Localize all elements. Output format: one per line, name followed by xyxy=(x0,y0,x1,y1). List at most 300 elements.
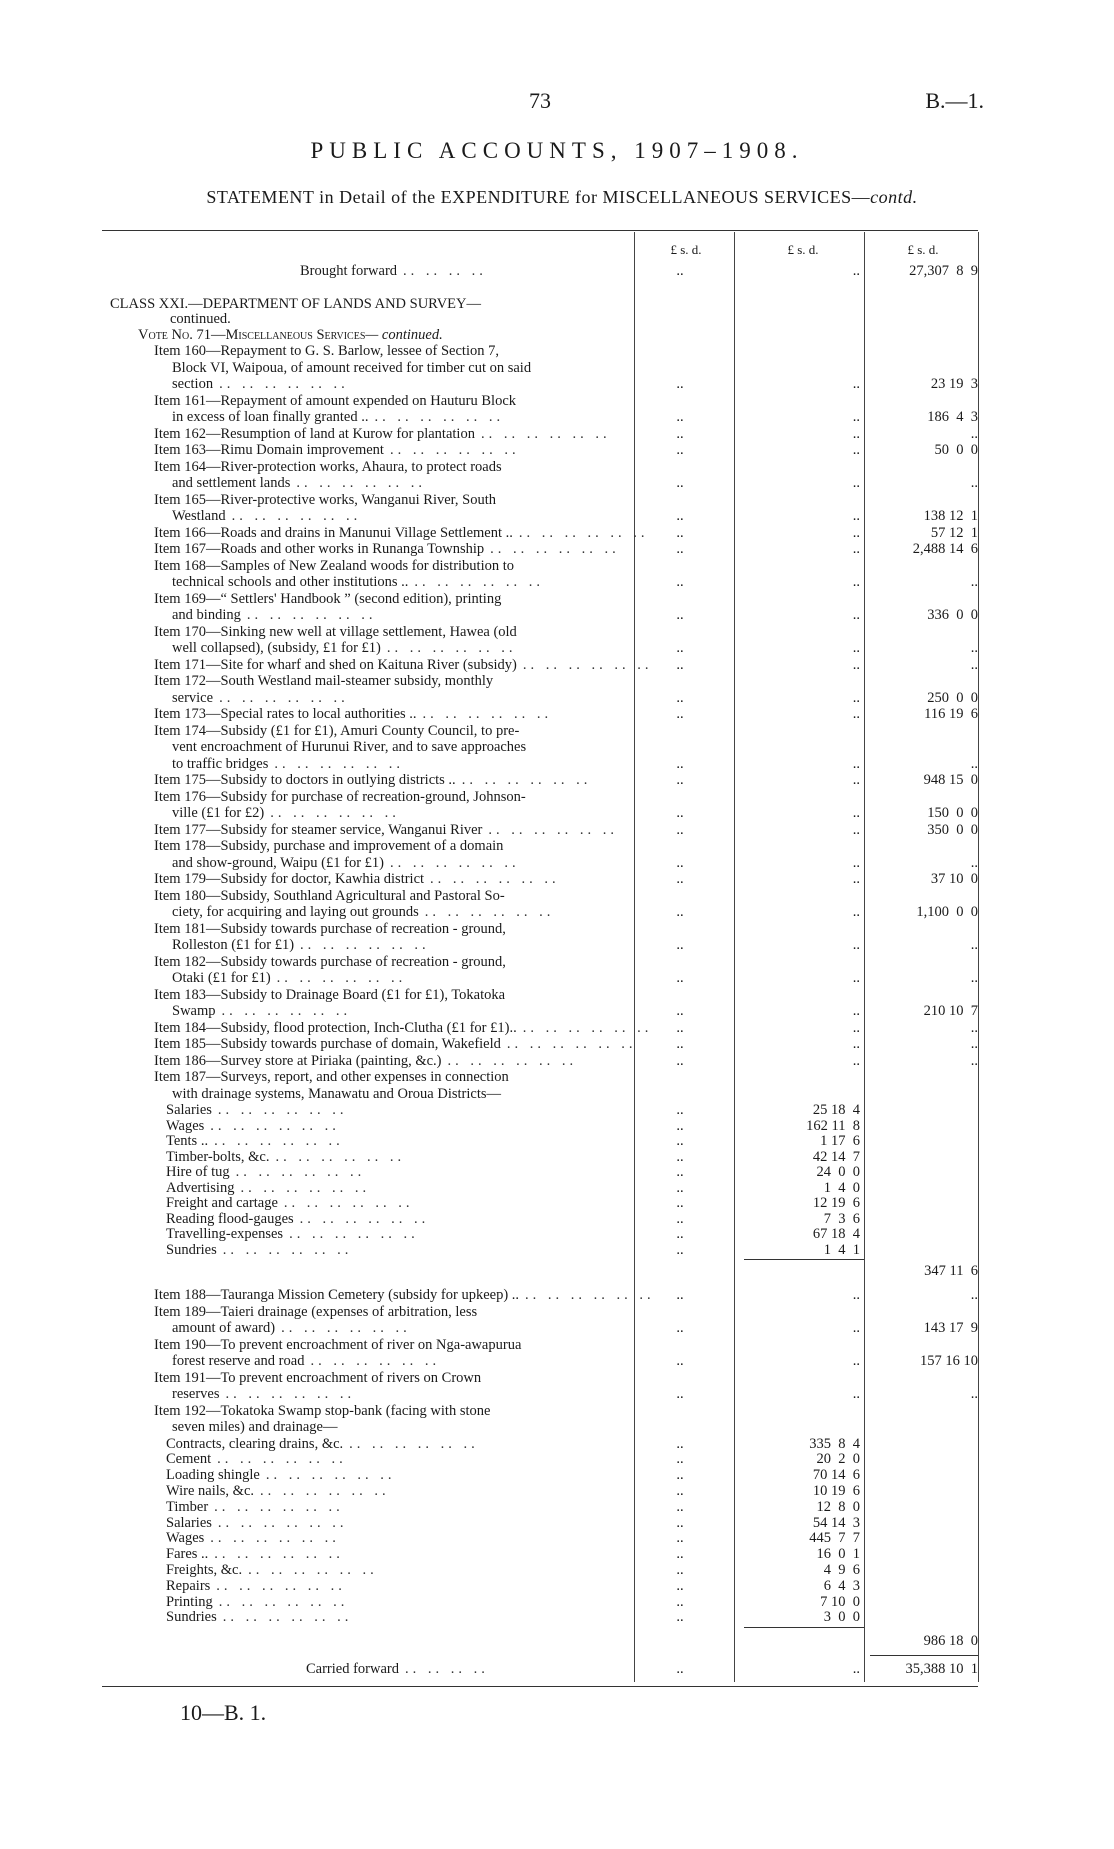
item187-detail-3-col2: 42 14 7 xyxy=(812,1148,860,1165)
item-18-line xyxy=(154,838,630,855)
leader-dots: .. .. .. .. .. .. xyxy=(217,1102,348,1118)
item-19-col1: .. xyxy=(676,871,684,887)
item-22-col2: .. xyxy=(852,970,860,986)
brought-forward-col1: .. xyxy=(676,263,684,279)
item187-detail-label: Sundries xyxy=(166,1241,217,1258)
item192-detail xyxy=(166,1562,630,1579)
item-0-col3: 23 19 3 xyxy=(930,376,978,392)
item187-detail-9-col1: .. xyxy=(676,1241,684,1258)
item-23-text: Item 183—Subsidy to Drainage Board (£1 for £1), Tokatoka xyxy=(154,986,506,1003)
item-b-3-line xyxy=(172,1386,630,1403)
item-11-col3: .. xyxy=(970,656,978,673)
item-b-0-col3: .. xyxy=(970,1287,978,1303)
item-b-2-col1: .. xyxy=(676,1353,684,1369)
item187-detail-label: Travelling-expenses xyxy=(166,1226,284,1242)
item-0-col2: .. xyxy=(852,376,860,392)
item192-detail-6-col2: 445 7 7 xyxy=(809,1530,860,1547)
item-15-col3: 948 15 0 xyxy=(923,772,978,788)
vote-prefix: Vote No. 71— xyxy=(138,327,226,343)
item-8-text: technical schools and other institutions .. xyxy=(172,574,409,590)
item-b-1-line xyxy=(172,1320,630,1337)
leader-dots: .. .. .. .. .. .. xyxy=(225,1386,356,1402)
item192-line: Item 192—Tokatoka Swamp stop-bank (facing with stone xyxy=(154,1402,491,1419)
item187-detail xyxy=(166,1242,630,1259)
leader-dots: .. .. .. .. .. .. xyxy=(260,1482,390,1499)
item-23-col3: 210 10 7 xyxy=(923,1003,978,1019)
item-14-col2: .. xyxy=(852,755,860,772)
item-5-line xyxy=(154,492,630,509)
leader-dots: .. .. .. .. .. .. xyxy=(231,508,362,524)
item-22-text: Item 182—Subsidy towards purchase of recreation - ground, xyxy=(154,953,506,970)
item-16-line xyxy=(172,805,630,822)
item187-detail-4-col2: 24 0 0 xyxy=(816,1164,860,1180)
col3-header: £ s. d. xyxy=(907,242,939,257)
item-18-text: and show-ground, Waipu (£1 for £1) xyxy=(172,854,384,871)
item192-detail-6-col1: .. xyxy=(676,1530,684,1547)
leader-dots: .. .. .. .. .. .. xyxy=(270,805,400,821)
item-5-col1: .. xyxy=(676,508,684,524)
item-10-text: well collapsed), (subsidy, £1 for £1) xyxy=(172,640,381,656)
item-10-col2: .. xyxy=(852,640,860,656)
item-14-line xyxy=(172,756,630,773)
column-divider-right xyxy=(978,232,979,1682)
item192-detail xyxy=(166,1451,630,1468)
item-9-col1: .. xyxy=(676,607,684,623)
brought-forward-col2: .. xyxy=(852,263,860,279)
item-22-line xyxy=(172,970,630,987)
item-0-text: section xyxy=(172,376,214,392)
item-14-line xyxy=(172,739,630,756)
item-7-line xyxy=(154,541,630,558)
item-12-line xyxy=(172,690,630,707)
item-11-col1: .. xyxy=(676,656,684,673)
item192-detail xyxy=(166,1546,630,1563)
item192-detail-7-col2: 16 0 1 xyxy=(816,1546,860,1563)
item-7-col2: .. xyxy=(852,541,860,557)
item187-detail-label: Reading flood-gauges xyxy=(166,1210,294,1227)
item-24-col1: .. xyxy=(676,1019,684,1036)
item-b-1-col1: .. xyxy=(676,1320,684,1336)
item-20-col3: 1,100 0 0 xyxy=(916,904,978,920)
item187-detail xyxy=(166,1133,630,1150)
item187-total-col3: 347 11 6 xyxy=(924,1263,978,1279)
item-9-col2: .. xyxy=(852,607,860,623)
item-5-text: Item 165—River-protective works, Wanganui River, South xyxy=(154,491,497,508)
item192-detail xyxy=(166,1578,630,1595)
item-b-3-line xyxy=(154,1370,630,1387)
item187-detail-2-col2: 1 17 6 xyxy=(820,1133,860,1149)
leader-dots: .. .. .. .. .. .. xyxy=(240,1179,371,1196)
leader-dots: .. .. .. .. .. .. xyxy=(447,1052,578,1069)
item192-sum-rule xyxy=(744,1627,864,1628)
item-3-line xyxy=(154,442,630,459)
item192-detail-4-col1: .. xyxy=(676,1498,684,1515)
col1-header: £ s. d. xyxy=(670,242,702,257)
item-20-col1: .. xyxy=(676,904,684,920)
item192-detail-label: Timber xyxy=(166,1498,209,1515)
leader-dots: .. .. .. .. .. .. xyxy=(490,541,620,557)
item192-detail-11-col1: .. xyxy=(676,1609,684,1626)
item187-detail-0-col1: .. xyxy=(676,1102,684,1118)
leader-dots: .. .. .. .. .. .. xyxy=(518,524,649,541)
item192-detail-5-col2: 54 14 3 xyxy=(812,1514,860,1531)
item-22-line xyxy=(154,954,630,971)
leader-dots: .. .. .. .. .. .. xyxy=(210,1530,340,1547)
item-5-text: Westland xyxy=(172,508,226,524)
leader-dots: .. .. .. .. .. .. xyxy=(216,1577,346,1594)
item-4-col1: .. xyxy=(676,475,684,491)
item-b-2-col2: .. xyxy=(852,1353,860,1369)
leader-dots: .. .. .. .. xyxy=(405,1661,489,1678)
item-b-2-line xyxy=(172,1353,630,1370)
item-10-text: Item 170—Sinking new well at village settlement, Hawea (old xyxy=(154,623,517,640)
item187-detail-label: Freight and cartage xyxy=(166,1195,278,1211)
item-2-text: Item 162—Resumption of land at Kurow for plantation xyxy=(154,425,475,442)
item-4-col2: .. xyxy=(852,475,860,491)
item187-detail-label: Advertising xyxy=(166,1179,235,1196)
leader-dots: .. .. .. .. .. .. xyxy=(222,1241,353,1258)
item192-detail-10-col2: 7 10 0 xyxy=(820,1593,860,1610)
item192-detail xyxy=(166,1515,630,1532)
item192-detail-1-col1: .. xyxy=(676,1451,684,1468)
item-23-line xyxy=(154,987,630,1004)
item192-detail-label: Printing xyxy=(166,1593,213,1610)
item-19-col2: .. xyxy=(852,871,860,887)
carried-forward-col3: 35,388 10 1 xyxy=(905,1661,978,1678)
item-4-text: and settlement lands xyxy=(172,475,291,491)
item192-detail-0-col2: 335 8 4 xyxy=(809,1435,860,1452)
item-24-text: Item 184—Subsidy, flood protection, Inch-Clutha (£1 for £1).. xyxy=(154,1019,517,1036)
item-12-col1: .. xyxy=(676,689,684,706)
item192-detail-9-col2: 6 4 3 xyxy=(823,1577,860,1594)
vote-heading xyxy=(138,327,632,344)
item192-detail-8-col1: .. xyxy=(676,1561,684,1578)
item-14-col3: .. xyxy=(970,755,978,772)
item-b-3-col2: .. xyxy=(852,1386,860,1402)
item-4-line xyxy=(172,475,630,492)
leader-dots: .. .. .. .. .. .. xyxy=(283,1195,414,1211)
item187-detail-6-col2: 12 19 6 xyxy=(812,1195,860,1211)
item-9-text: Item 169—“ Settlers' Handbook ” (second edition), printing xyxy=(154,590,502,607)
item-1-col3: 186 4 3 xyxy=(927,409,978,425)
item192-detail xyxy=(166,1594,630,1611)
item-15-line xyxy=(154,772,630,789)
item-5-col3: 138 12 1 xyxy=(923,508,978,524)
item187-detail-9-col2: 1 4 1 xyxy=(823,1241,860,1258)
item-25-line xyxy=(154,1036,637,1053)
item187-detail-4-col1: .. xyxy=(676,1164,684,1180)
item192-detail-8-col2: 4 9 6 xyxy=(823,1561,860,1578)
item-17-text: Item 177—Subsidy for steamer service, Wanganui River xyxy=(154,821,483,838)
item-9-line xyxy=(154,591,630,608)
leader-dots: .. .. .. .. .. .. xyxy=(265,1467,396,1484)
leader-dots: .. .. .. .. .. .. xyxy=(296,475,427,491)
item-2-col3: .. xyxy=(970,425,978,442)
leader-dots: .. .. .. .. .. .. xyxy=(310,1353,441,1369)
item-25-col3: .. xyxy=(970,1036,978,1052)
item192-detail-label: Contracts, clearing drains, &c. xyxy=(166,1435,344,1452)
item192-detail-label: Sundries xyxy=(166,1609,217,1626)
item-b-3-col3: .. xyxy=(970,1386,978,1402)
item-16-text: ville (£1 for £2) xyxy=(172,805,265,821)
col2-header: £ s. d. xyxy=(787,242,819,257)
item-8-line xyxy=(154,558,630,575)
item-b-2-text: Item 190—To prevent encroachment of river on Nga-awapurua xyxy=(154,1336,522,1353)
item-16-col1: .. xyxy=(676,805,684,821)
item-3-col2: .. xyxy=(852,442,860,458)
leader-dots: .. .. .. .. .. .. xyxy=(219,689,349,706)
item-23-text: Swamp xyxy=(172,1003,216,1019)
leader-dots: .. .. .. .. .. .. xyxy=(390,854,520,871)
item-9-col3: 336 0 0 xyxy=(927,607,978,623)
item192-detail-10-col1: .. xyxy=(676,1593,684,1610)
leader-dots: .. .. .. .. .. .. xyxy=(389,442,520,458)
item-b-1-text: Item 189—Taieri drainage (expenses of arbitration, less xyxy=(154,1303,478,1320)
item-19-line xyxy=(154,871,630,888)
leader-dots: .. .. .. .. .. .. xyxy=(522,656,653,673)
item192-detail-11-col2: 3 0 0 xyxy=(823,1609,860,1626)
item-10-line xyxy=(154,624,630,641)
item187-detail-5-col1: .. xyxy=(676,1179,684,1196)
item187-detail-0-col2: 25 18 4 xyxy=(812,1102,860,1118)
item-26-text: Item 186—Survey store at Piriaka (painting, &c.) xyxy=(154,1052,442,1069)
item-16-col2: .. xyxy=(852,805,860,821)
item-0-text: Block VI, Waipoua, of amount received for timber cut on said xyxy=(172,359,532,376)
item192-detail xyxy=(166,1530,630,1547)
item-25-text: Item 185—Subsidy towards purchase of domain, Wakefield xyxy=(154,1036,501,1052)
item-21-col2: .. xyxy=(852,937,860,953)
item-5-line xyxy=(172,508,630,525)
leader-dots: .. .. .. .. .. .. xyxy=(424,904,555,920)
item192-detail-label: Wire nails, &c. xyxy=(166,1482,254,1499)
item-6-col2: .. xyxy=(852,524,860,541)
item-11-col2: .. xyxy=(852,656,860,673)
item-3-col3: 50 0 0 xyxy=(934,442,978,458)
item-12-col3: 250 0 0 xyxy=(927,689,978,706)
item-4-col3: .. xyxy=(970,475,978,491)
item-2-col2: .. xyxy=(852,425,860,442)
leader-dots: .. .. .. .. .. .. xyxy=(300,937,430,953)
item-6-text: Item 166—Roads and drains in Manunui Village Settlement .. xyxy=(154,524,513,541)
item-6-col3: 57 12 1 xyxy=(930,524,978,541)
item192-total-col3: 986 18 0 xyxy=(923,1633,978,1650)
leader-dots: .. .. .. .. .. .. xyxy=(246,607,377,623)
leader-dots: .. .. .. .. .. .. xyxy=(289,1226,419,1242)
item187-detail-label: Tents .. xyxy=(166,1133,209,1149)
leader-dots: .. .. .. .. .. .. xyxy=(281,1320,411,1336)
item-0-line xyxy=(172,360,630,377)
item192-line: seven miles) and drainage— xyxy=(172,1419,338,1435)
leader-dots: .. .. .. .. .. .. xyxy=(386,640,517,656)
item-b-2-col3: 157 16 10 xyxy=(920,1353,978,1369)
leader-dots: .. .. .. .. .. .. xyxy=(214,1133,344,1149)
item187-detail-5-col2: 1 4 0 xyxy=(823,1179,860,1196)
item-18-col1: .. xyxy=(676,854,684,871)
item-2-line xyxy=(154,426,630,443)
item192-detail xyxy=(166,1483,630,1500)
item-b-3-text: Item 191—To prevent encroachment of rivers on Crown xyxy=(154,1369,482,1386)
item-20-line xyxy=(154,888,630,905)
item-17-col1: .. xyxy=(676,821,684,838)
item-13-col3: 116 19 6 xyxy=(924,706,978,722)
brought-forward-col3: 27,307 8 9 xyxy=(909,263,978,279)
item-7-col3: 2,488 14 6 xyxy=(912,541,978,557)
leader-dots: .. .. .. .. .. .. xyxy=(214,1498,344,1515)
item-3-text: Item 163—Rimu Domain improvement xyxy=(154,442,384,458)
item192-detail xyxy=(166,1436,630,1453)
leader-dots: .. .. .. .. .. .. xyxy=(422,706,553,722)
item192-detail-label: Salaries xyxy=(166,1514,212,1531)
item-7-col1: .. xyxy=(676,541,684,557)
item192-detail-label: Freights, &c. xyxy=(166,1561,243,1578)
item-0-text: Item 160—Repayment to G. S. Barlow, lessee of Section 7, xyxy=(154,343,499,359)
leader-dots: .. .. .. .. .. .. xyxy=(235,1164,366,1180)
page-title: PUBLIC ACCOUNTS, 1907–1908. xyxy=(310,138,804,163)
subtitle-contd: contd. xyxy=(870,187,918,207)
item187-detail xyxy=(166,1226,630,1243)
leader-dots: .. .. .. .. .. .. xyxy=(214,1546,344,1563)
item192-detail-3-col2: 10 19 6 xyxy=(812,1482,860,1499)
item-13-col1: .. xyxy=(676,706,684,722)
leader-dots: .. .. .. .. .. .. xyxy=(218,1593,349,1610)
item-b-0-line xyxy=(154,1287,655,1304)
item-19-text: Item 179—Subsidy for doctor, Kawhia district xyxy=(154,871,425,887)
item192-detail xyxy=(166,1609,630,1626)
item-22-col1: .. xyxy=(676,970,684,986)
item-14-text: to traffic bridges xyxy=(172,755,269,772)
item187-sum-rule xyxy=(744,1259,864,1260)
item-8-col2: .. xyxy=(852,574,860,590)
item187-detail xyxy=(166,1195,630,1212)
item-26-line xyxy=(154,1053,630,1070)
item-b-1-text: amount of award) xyxy=(172,1320,276,1336)
item192-detail-0-col1: .. xyxy=(676,1435,684,1452)
item-25-col2: .. xyxy=(852,1036,860,1052)
leader-dots: .. .. .. .. .. .. xyxy=(274,755,404,772)
column-divider-2 xyxy=(734,232,735,1682)
item-0-line xyxy=(172,376,630,393)
class-heading: CLASS XXI.—DEPARTMENT OF LANDS AND SURVEY— xyxy=(110,296,481,312)
item-21-col1: .. xyxy=(676,937,684,953)
leader-dots: .. .. .. .. .. .. xyxy=(414,574,545,590)
vote-suffix: — continued. xyxy=(365,327,443,343)
item-18-text: Item 178—Subsidy, purchase and improvement of a domain xyxy=(154,838,504,854)
item192-detail-4-col2: 12 8 0 xyxy=(816,1498,860,1515)
item-15-col2: .. xyxy=(852,772,860,788)
item-14-text: vent encroachment of Hurunui River, and to save approaches xyxy=(172,739,527,755)
item192-detail-2-col2: 70 14 6 xyxy=(812,1467,860,1484)
item-b-0-col1: .. xyxy=(676,1287,684,1303)
item-2-col1: .. xyxy=(676,425,684,442)
item-24-col3: .. xyxy=(970,1019,978,1036)
item-18-col3: .. xyxy=(970,854,978,871)
item-7-text: Item 167—Roads and other works in Runanga Township xyxy=(154,541,485,557)
item-13-line xyxy=(154,706,630,723)
item-21-line xyxy=(154,921,630,938)
leader-dots: .. .. .. .. .. .. xyxy=(430,871,560,887)
item-b-1-line xyxy=(154,1304,630,1321)
item-26-col3: .. xyxy=(970,1052,978,1069)
leader-dots: .. .. .. .. .. .. xyxy=(461,772,592,788)
item-6-line xyxy=(154,524,649,542)
item192-detail-label: Fares .. xyxy=(166,1546,209,1563)
leader-dots: .. .. .. .. .. .. xyxy=(217,1514,348,1531)
item-16-text: Item 176—Subsidy for purchase of recreation-ground, Johnson- xyxy=(154,788,526,805)
item192-detail-label: Loading shingle xyxy=(166,1467,260,1484)
item187-detail-8-col2: 67 18 4 xyxy=(812,1226,860,1242)
item-12-text: Item 172—South Westland mail-steamer subsidy, monthly xyxy=(154,673,494,689)
item-14-col1: .. xyxy=(676,755,684,772)
item-1-text: in excess of loan finally granted .. xyxy=(172,409,369,425)
item-1-col1: .. xyxy=(676,409,684,425)
item-17-line xyxy=(154,822,630,839)
carried-forward-rule xyxy=(870,1655,978,1656)
item187-detail xyxy=(166,1118,630,1135)
item187-detail-label: Salaries xyxy=(166,1102,212,1118)
item-12-col2: .. xyxy=(852,689,860,706)
item192-detail-9-col1: .. xyxy=(676,1577,684,1594)
leader-dots: .. .. .. .. xyxy=(403,263,487,279)
item-25-col1: .. xyxy=(676,1036,684,1052)
item-15-text: Item 175—Subsidy to doctors in outlying districts .. xyxy=(154,772,456,788)
item187-detail-1-col2: 162 11 8 xyxy=(806,1117,860,1134)
item-5-col2: .. xyxy=(852,508,860,524)
item192-detail xyxy=(166,1467,630,1484)
leader-dots: .. .. .. .. .. .. xyxy=(248,1561,378,1578)
item-1-line xyxy=(172,409,630,426)
item187-detail xyxy=(166,1211,630,1228)
document-reference: B.—1. xyxy=(925,88,984,113)
item187-detail xyxy=(166,1180,630,1197)
class-heading-continued: continued. xyxy=(170,311,231,327)
item187-detail-6-col1: .. xyxy=(676,1195,684,1211)
item192-detail-5-col1: .. xyxy=(676,1514,684,1531)
item187-detail-2-col1: .. xyxy=(676,1133,684,1149)
item-19-col3: 37 10 0 xyxy=(930,871,978,887)
item187-detail-3-col1: .. xyxy=(676,1148,684,1165)
item187-detail-label: Hire of tug xyxy=(166,1164,230,1180)
item-10-line xyxy=(172,640,630,657)
item-1-text: Item 161—Repayment of amount expended on Hauturu Block xyxy=(154,392,517,409)
item-11-line xyxy=(154,656,653,674)
footer-signature: 10—B. 1. xyxy=(180,1700,267,1725)
item187-detail xyxy=(166,1164,630,1181)
item-22-text: Otaki (£1 for £1) xyxy=(172,970,271,986)
item-0-col1: .. xyxy=(676,376,684,392)
item-23-col1: .. xyxy=(676,1003,684,1019)
item-0-line xyxy=(154,343,630,360)
item-9-text: and binding xyxy=(172,607,241,623)
item187-detail xyxy=(166,1102,630,1119)
item-8-col1: .. xyxy=(676,574,684,590)
item-4-text: Item 164—River-protection works, Ahaura, to protect roads xyxy=(154,458,502,475)
item187-detail-label: Wages xyxy=(166,1117,205,1134)
item192-detail-2-col1: .. xyxy=(676,1467,684,1484)
item187-detail-8-col1: .. xyxy=(676,1226,684,1242)
item187-detail-1-col1: .. xyxy=(676,1117,684,1134)
leader-dots: .. .. .. .. .. .. xyxy=(275,1148,406,1165)
item-21-text: Rolleston (£1 for £1) xyxy=(172,937,295,953)
item187-detail-7-col2: 7 3 6 xyxy=(823,1210,860,1227)
item-16-col3: 150 0 0 xyxy=(927,805,978,821)
carried-forward-label xyxy=(306,1661,630,1678)
item-8-col3: .. xyxy=(970,574,978,590)
carried-forward-text: Carried forward xyxy=(306,1661,399,1678)
item-20-col2: .. xyxy=(852,904,860,920)
item-15-col1: .. xyxy=(676,772,684,788)
item-1-col2: .. xyxy=(852,409,860,425)
item-b-0-col2: .. xyxy=(852,1287,860,1303)
